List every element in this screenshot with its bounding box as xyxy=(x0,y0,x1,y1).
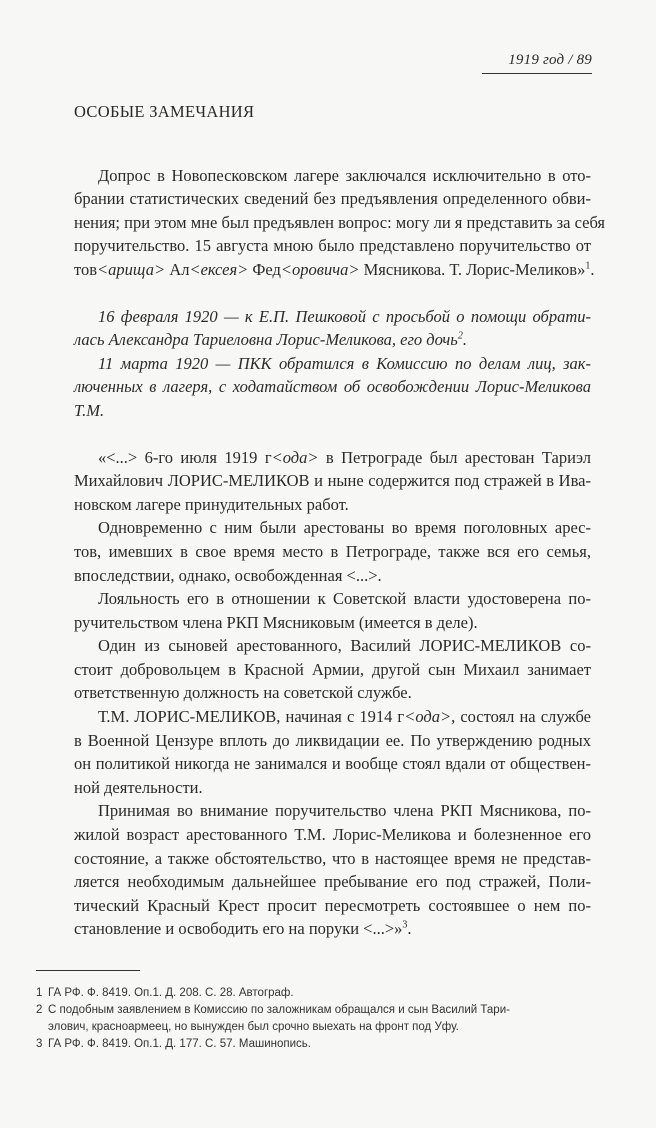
page-body xyxy=(74,100,606,941)
text-line: люченных в лагеря, с ходатайством об освобождении Лорис-Меликова xyxy=(74,377,591,397)
text-line: нения; при этом мне был предъявлен вопрос: могу ли я представить за себя xyxy=(74,212,606,232)
text-line: жилой возраст арестованного Т.М. Лорис-Меликова и болезненное его xyxy=(74,825,591,845)
text-line: Один из сыновей арестованного, Василий ЛОРИС-МЕЛИКОВ со- xyxy=(98,636,591,656)
footnote-separator xyxy=(36,970,140,971)
letter-paragraph-6 xyxy=(74,799,591,941)
text-line: «<...> 6-го июля 1919 г<ода> в Петрограде был арестован Тариэл xyxy=(98,447,591,467)
letter-paragraph-3 xyxy=(74,587,591,634)
text-line: стоит добровольцем в Красной Армии, другой сын Михаил занимает xyxy=(74,659,591,679)
text-line: ответственную должность на советской службе. xyxy=(74,683,412,703)
text-line: новском лагере принудительных работ. xyxy=(74,494,349,514)
text-line: впоследствии, однако, освобожденная <...>. xyxy=(74,565,382,585)
footnote-1: 1 ГА РФ. Ф. 8419. Оп.1. Д. 208. С. 28. Автограф. xyxy=(36,987,294,999)
running-head: 1919 год / 89 xyxy=(508,52,592,68)
text-line: тов<арища> Ал<ексея> Фед<оровича> Мясникова. Т. Лорис-Меликов»$^1$. xyxy=(74,259,595,279)
running-head-rule xyxy=(482,73,592,74)
text-line: ной деятельности. xyxy=(74,777,203,797)
text-line: брании статистических сведений без предъявления определенного обви- xyxy=(74,189,591,209)
text-line: Т.М. ЛОРИС-МЕЛИКОВ, начиная с 1914 г<ода>, состоял на службе xyxy=(98,707,591,727)
text-line: Михайлович ЛОРИС-МЕЛИКОВ и ныне содержится под стражей в Ива- xyxy=(74,471,591,491)
text-line: в Военной Цензуре вплоть до ликвидации ее. По утверждению родных xyxy=(74,730,591,750)
editorial-note-mar xyxy=(74,352,591,423)
text-line: тов, имевших в свое время место в Петрограде, также вся его семья, xyxy=(74,541,591,561)
footnote-2-continued: элович, красноармеец, но вынужден был срочно выехать на фронт под Уфу. xyxy=(48,1021,459,1033)
letter-paragraph-2 xyxy=(74,516,591,587)
letter-paragraph-4 xyxy=(74,634,591,705)
text-line: тический Красный Крест просит пересмотреть состоявшее о нем по- xyxy=(74,895,591,915)
footnote-ref: 3 xyxy=(402,919,408,931)
text-line: ручительством члена РКП Мясниковым (имеется в деле). xyxy=(74,612,478,632)
footnote-3: 3 ГА РФ. Ф. 8419. Оп.1. Д. 177. С. 57. Машинопись. xyxy=(36,1038,311,1050)
text-line: поручительство. 15 августа мною было представлено поручительство от xyxy=(74,236,591,256)
footnotes xyxy=(36,985,596,1053)
text-line: Т.М. xyxy=(74,400,105,420)
text-line: Допрос в Новопесковском лагере заключался исключительно в ото- xyxy=(98,165,591,185)
footnote-ref: 2 xyxy=(457,330,463,342)
text-line: Лояльность его в отношении к Советской власти удостоверена по- xyxy=(98,589,591,609)
paragraph-interrogation xyxy=(74,164,606,282)
text-line: 11 марта 1920 — ПКК обратился в Комиссию по делам лиц, зак- xyxy=(98,353,591,373)
text-line: лась Александра Тариеловна Лорис-Меликова, его дочь$^2$. xyxy=(74,330,467,350)
text-line: он политикой никогда не занимался и вообще стоял вдали от обществен- xyxy=(74,754,591,774)
letter-paragraph-1 xyxy=(74,446,591,517)
text-line: состояние, а также обстоятельство, что в настоящее время не представ- xyxy=(74,848,591,868)
letter-paragraph-5 xyxy=(74,705,591,799)
text-line: ляется необходимым дальнейшее пребывание его под стражей, Поли- xyxy=(74,872,591,892)
text-line: становление и освободить его на поруки <...>»$^3$. xyxy=(74,919,412,939)
editorial-note-feb xyxy=(74,305,591,352)
text-line: 16 февраля 1920 — к Е.П. Пешковой с просьбой о помощи обрати- xyxy=(98,306,591,326)
section-title: ОСОБЫЕ ЗАМЕЧАНИЯ xyxy=(74,102,255,121)
text-line: Одновременно с ним были арестованы во время поголовных арес- xyxy=(98,518,591,538)
text-line: Принимая во внимание поручительство члена РКП Мясникова, по- xyxy=(98,801,591,821)
footnote-ref: 1 xyxy=(585,260,591,272)
footnote-2: 2 С подобным заявлением в Комиссию по заложникам обращался и сын Василий Тари- xyxy=(36,1004,510,1016)
